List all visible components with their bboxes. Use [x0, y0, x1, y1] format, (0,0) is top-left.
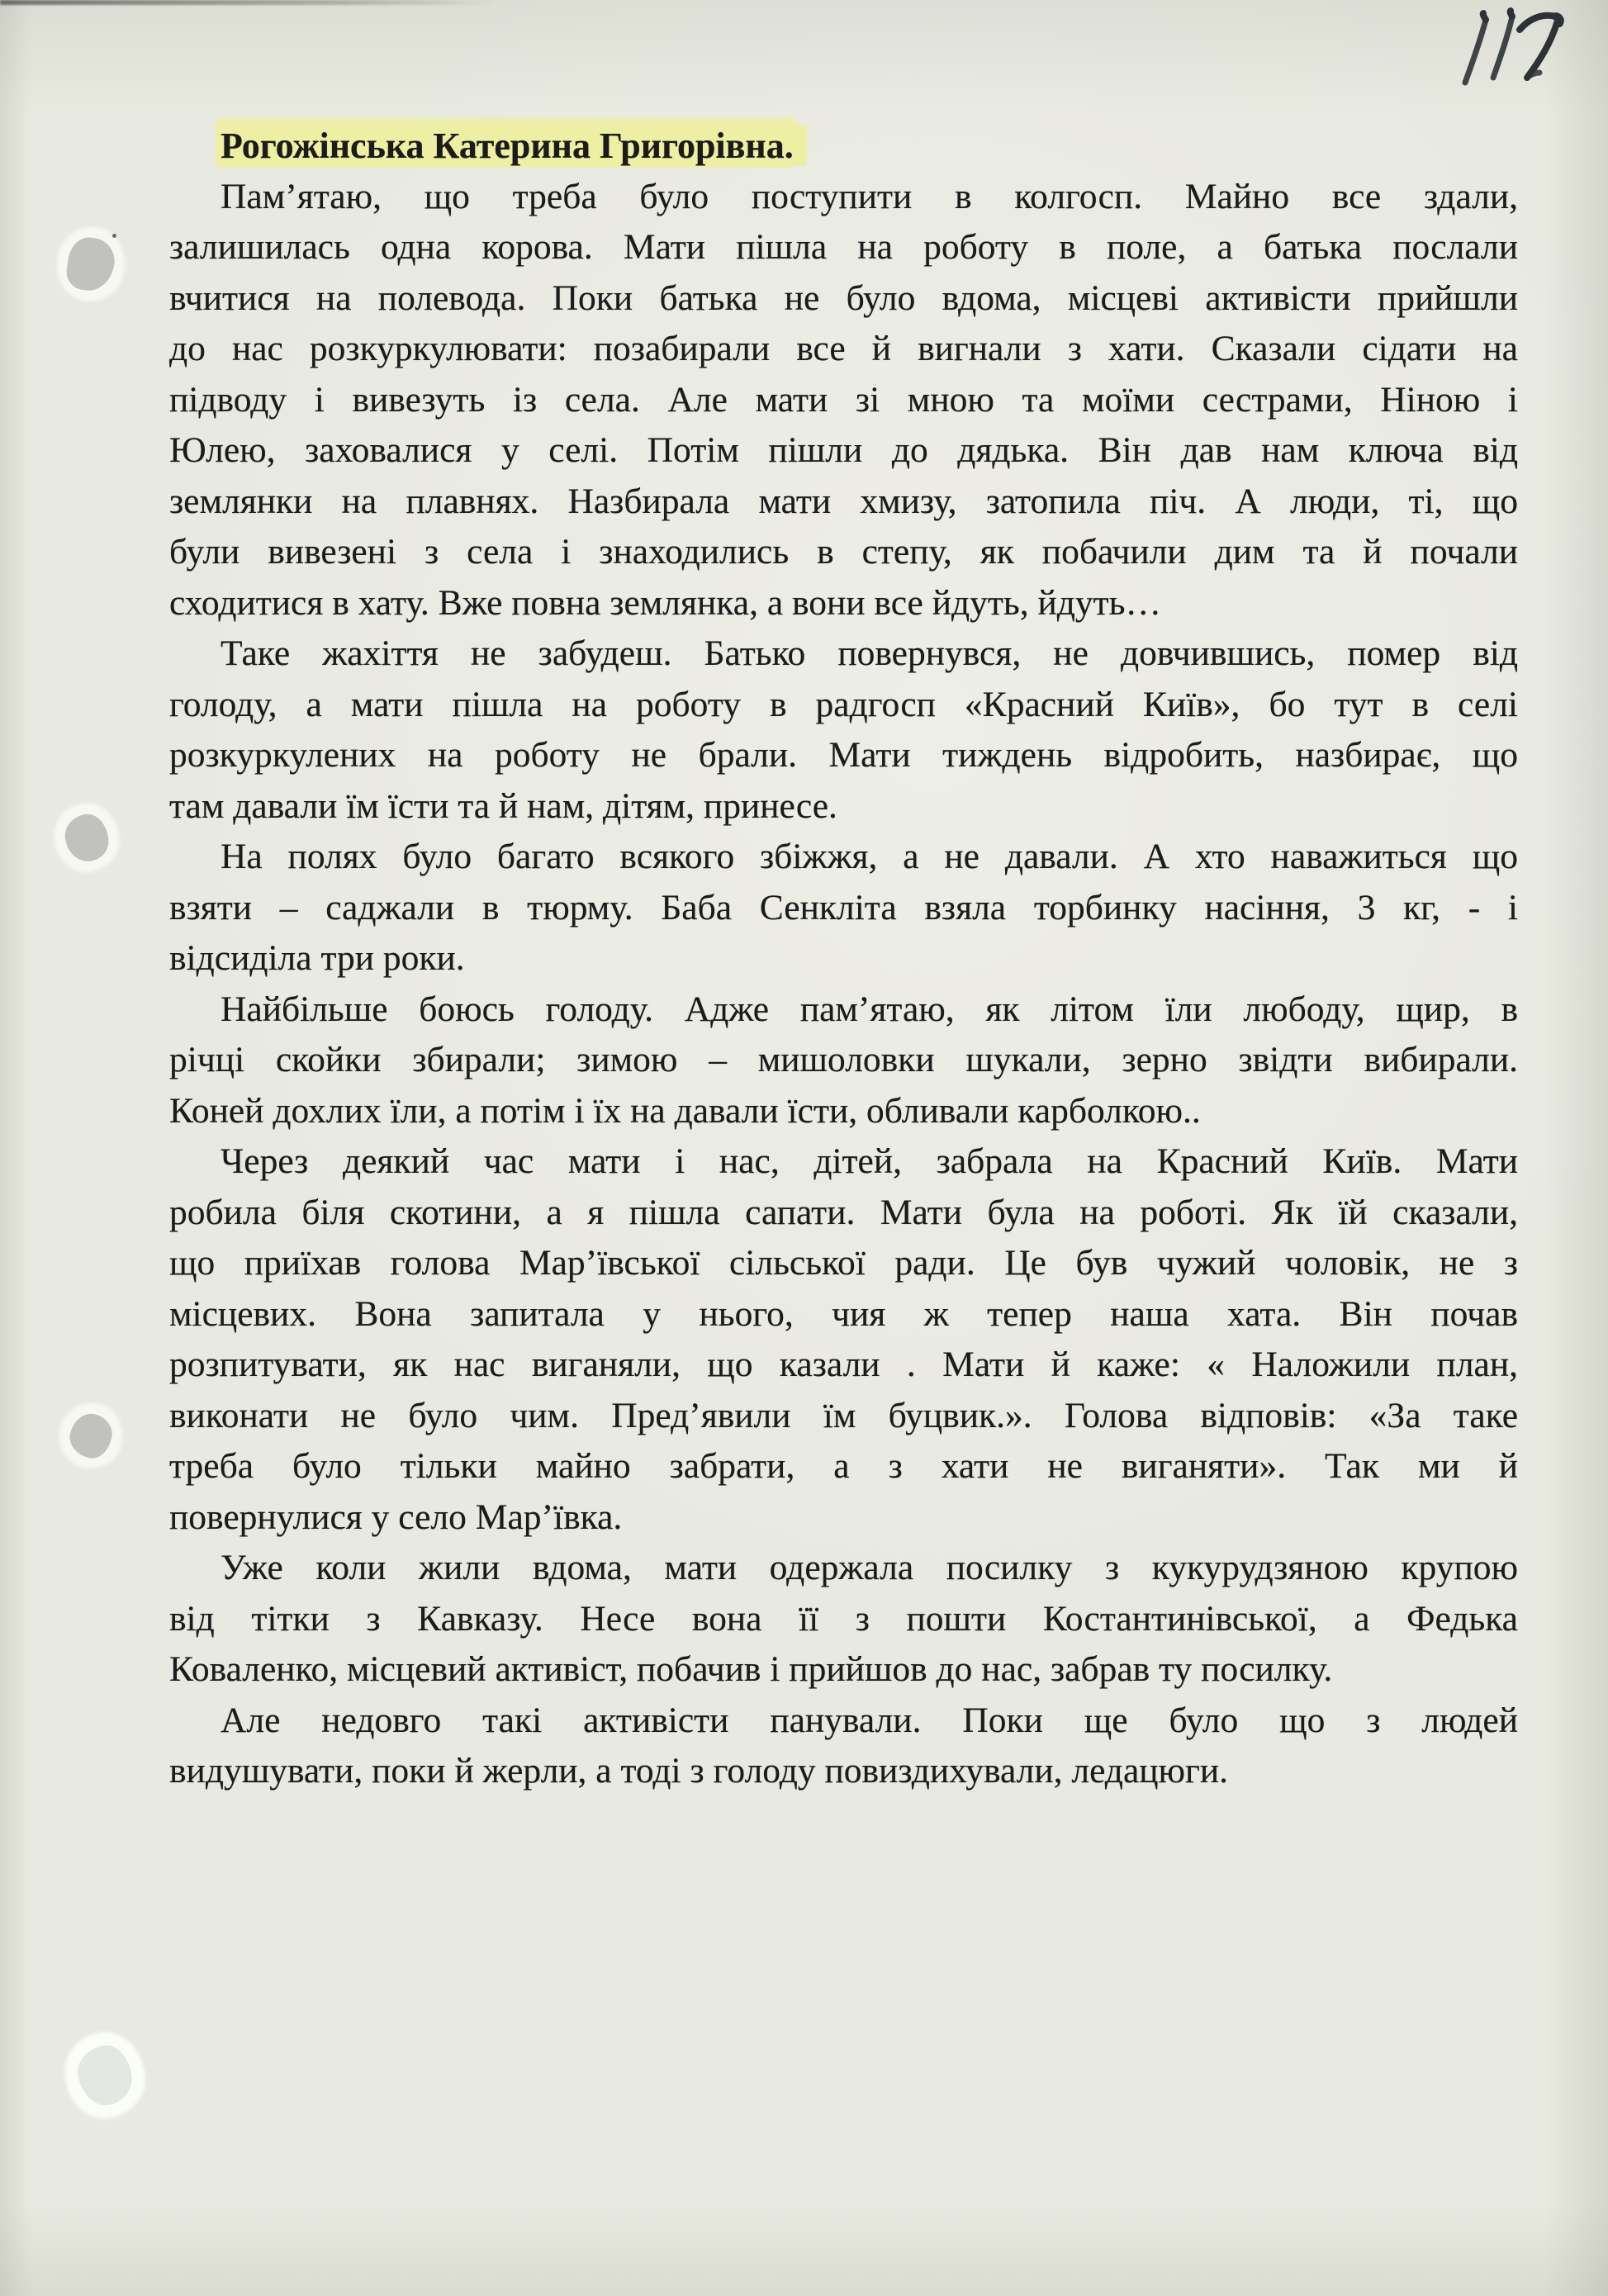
- text-line: там давали їм їсти та й нам, дітям, принесе.: [169, 785, 837, 826]
- page-title: [169, 121, 1518, 172]
- text-line: робила біля скотини, а я пішла сапати. Мати була на роботі. Як їй сказали,: [169, 1192, 1518, 1232]
- text-line: голоду, а мати пішла на роботу в радгосп «Красний Київ», бо тут в селі: [169, 684, 1518, 724]
- text-line: від тітки з Кавказу. Несе вона її з пошти Костантинівської, а Федька: [169, 1598, 1518, 1639]
- text-line: Юлею, заховалися у селі. Потім пішли до дядька. Він дав нам ключа від: [169, 430, 1518, 470]
- text-line: повернулися у село Мар’ївка.: [169, 1497, 623, 1537]
- highlighted-name: Рогожінська Катерина Григорівна.: [221, 126, 794, 166]
- text-line: сходитися в хату. Вже повна землянка, а вони все йдуть, йдуть…: [169, 582, 1162, 623]
- text-line: підводу і вивезуть із села. Але мати зі мною та моїми сестрами, Ніною і: [169, 379, 1518, 420]
- ink-blot: [74, 2042, 136, 2109]
- text-line: до нас розкуркулювати: позабирали все й вигнали з хати. Сказали сідати на: [169, 329, 1518, 368]
- text-line: місцевих. Вона запитала у нього, чия ж тепер наша хата. Він почав: [169, 1293, 1518, 1334]
- text-line: Коней дохлих їли, а потім і їх на давали їсти, обливали карболкою..: [169, 1090, 1201, 1131]
- scan-edge-shadow: [0, 0, 496, 5]
- text-line: землянки на плавнях. Назбирала мати хмизу, затопила піч. А люди, ті, що: [169, 481, 1518, 521]
- text-line: відсиділа три роки.: [169, 938, 465, 978]
- ink-blot: [64, 235, 117, 293]
- text-line: розпитувати, як нас виганяли, що казали . Мати й каже: « Наложили план,: [169, 1345, 1518, 1384]
- text-line: виконати не було чим. Пред’явили їм буцвик.». Голова відповів: «За таке: [169, 1395, 1518, 1435]
- text-line: Коваленко, місцевий активіст, побачив і прийшов до нас, забрав ту посилку.: [169, 1649, 1333, 1689]
- text-line: взяти – саджали в тюрму. Баба Сенкліта взяла торбинку насіння, 3 кг, - і: [169, 887, 1518, 927]
- ink-blot: [66, 1410, 116, 1461]
- text-line: залишилась одна корова. Мати пішла на роботу в поле, а батька послали: [169, 227, 1518, 267]
- ink-blot: [63, 812, 111, 863]
- text-line: На полях було багато всякого збіжжя, а не давали. А хто наважиться що: [221, 837, 1518, 876]
- text-line: річці скойки збирали; зимою – мишоловки шукали, зерно звідти вибирали.: [169, 1040, 1518, 1079]
- text-line: Найбільше боюсь голоду. Адже пам’ятаю, як літом їли любоду, щир, в: [221, 989, 1518, 1029]
- text-line: Через деякий час мати і нас, дітей, забрала на Красний Київ. Мати: [221, 1141, 1518, 1181]
- text-line: Уже коли жили вдома, мати одержала посилку з кукурудзяною крупою: [221, 1548, 1518, 1587]
- testimony-text: [169, 121, 1518, 1797]
- text-line: розкуркулених на роботу не брали. Мати тиждень відробить, назбирає, що: [169, 735, 1518, 775]
- text-line: Пам’ятаю, що треба було поступити в колгосп. Майно все здали,: [221, 176, 1518, 216]
- text-line: вчитися на полевода. Поки батька не було вдома, місцеві активісти прийшли: [169, 278, 1518, 318]
- handwritten-page-number: [1447, 7, 1571, 89]
- text-line: видушувати, поки й жерли, а тоді з голоду повиздихували, ледацюги.: [169, 1751, 1229, 1791]
- text-line: Але недовго такі активісти панували. Поки ще було що з людей: [221, 1700, 1518, 1740]
- text-line: що приїхав голова Мар’ївської сільської ради. Це був чужий чоловік, не з: [169, 1243, 1518, 1283]
- ink-speck: [112, 234, 116, 238]
- text-line: були вивезені з села і знаходились в степу, як побачили дим та й почали: [169, 532, 1518, 572]
- text-line: Таке жахіття не забудеш. Батько повернувся, не довчившись, помер від: [221, 633, 1518, 673]
- testimony-paragraphs: [169, 172, 1518, 1797]
- text-line: треба було тільки майно забрати, а з хати не виганяти». Так ми й: [169, 1446, 1518, 1486]
